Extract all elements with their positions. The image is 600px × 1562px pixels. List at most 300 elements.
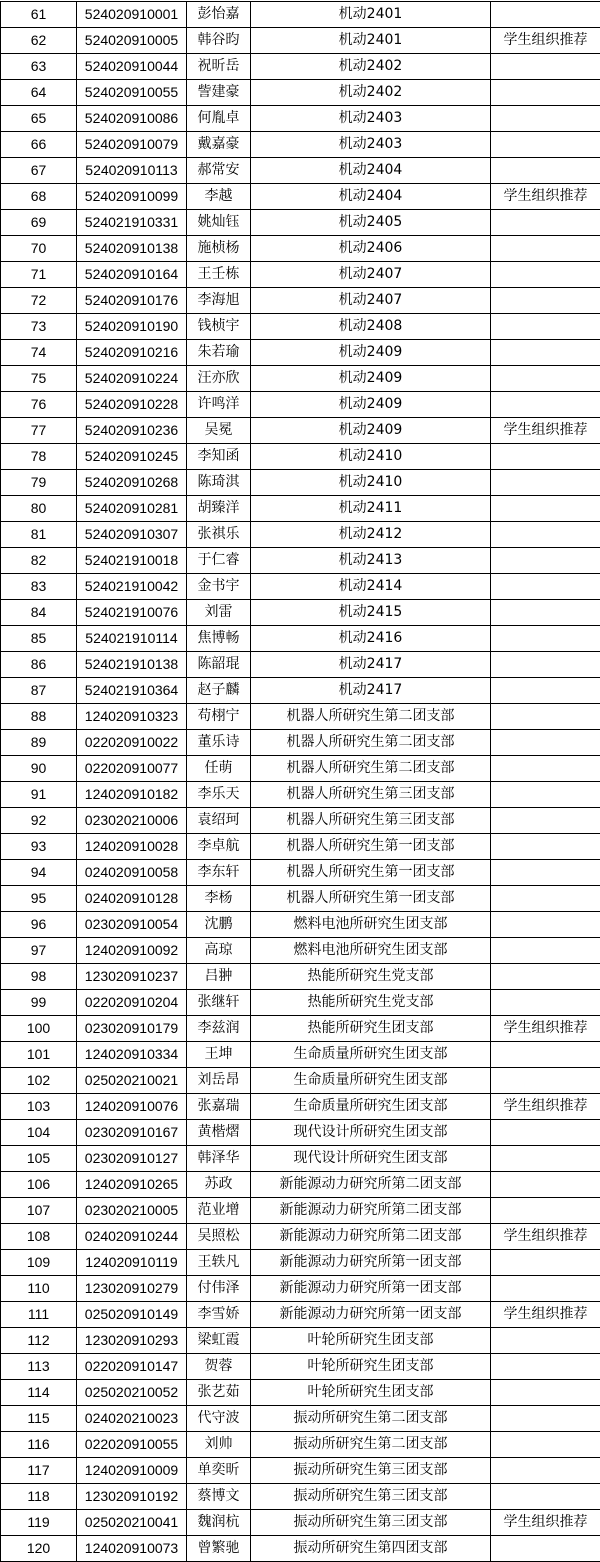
class-branch-cell: 机动2413 [251, 548, 491, 574]
row-number-cell: 80 [1, 496, 77, 522]
remark-cell [491, 132, 600, 158]
row-number-cell: 102 [1, 1068, 77, 1094]
student-id-cell: 022020910204 [77, 990, 187, 1016]
remark-cell [491, 1484, 600, 1510]
class-branch-cell: 机器人所研究生第一团支部 [251, 860, 491, 886]
table-row [1, 522, 600, 548]
class-branch-cell: 机动2403 [251, 132, 491, 158]
student-name-cell: 王轶凡 [187, 1250, 251, 1276]
remark-cell [491, 652, 600, 678]
student-name-cell: 汪亦欣 [187, 366, 251, 392]
class-branch-cell: 叶轮所研究生团支部 [251, 1380, 491, 1406]
student-name-cell: 何胤卓 [187, 106, 251, 132]
row-number-cell: 84 [1, 600, 77, 626]
class-branch-cell: 现代设计所研究生团支部 [251, 1120, 491, 1146]
student-name-cell: 苏政 [187, 1172, 251, 1198]
student-id-cell: 023020910054 [77, 912, 187, 938]
student-name-cell: 梁虹霞 [187, 1328, 251, 1354]
table-row [1, 574, 600, 600]
row-number-cell: 70 [1, 236, 77, 262]
table-row [1, 886, 600, 912]
class-branch-cell: 振动所研究生第三团支部 [251, 1510, 491, 1536]
row-number-cell: 87 [1, 678, 77, 704]
row-number-cell: 95 [1, 886, 77, 912]
table-row [1, 496, 600, 522]
table-row [1, 964, 600, 990]
remark-cell: 学生组织推荐 [491, 1302, 600, 1328]
remark-cell [491, 210, 600, 236]
row-number-cell: 64 [1, 80, 77, 106]
student-id-cell: 123020910279 [77, 1276, 187, 1302]
student-name-cell: 任萌 [187, 756, 251, 782]
student-name-cell: 张嘉瑞 [187, 1094, 251, 1120]
remark-cell [491, 54, 600, 80]
remark-cell [491, 860, 600, 886]
remark-cell: 学生组织推荐 [491, 1224, 600, 1250]
row-number-cell: 111 [1, 1302, 77, 1328]
student-id-cell: 524020910005 [77, 28, 187, 54]
student-id-cell: 524020910224 [77, 366, 187, 392]
student-id-cell: 022020910077 [77, 756, 187, 782]
class-branch-cell: 振动所研究生第三团支部 [251, 1484, 491, 1510]
class-branch-cell: 机器人所研究生第二团支部 [251, 756, 491, 782]
student-name-cell: 高琼 [187, 938, 251, 964]
table-row [1, 1250, 600, 1276]
class-branch-cell: 新能源动力研究所第二团支部 [251, 1172, 491, 1198]
remark-cell: 学生组织推荐 [491, 418, 600, 444]
table-row [1, 1354, 600, 1380]
student-name-cell: 姚灿钰 [187, 210, 251, 236]
class-branch-cell: 叶轮所研究生团支部 [251, 1354, 491, 1380]
row-number-cell: 79 [1, 470, 77, 496]
student-name-cell: 李雪娇 [187, 1302, 251, 1328]
student-name-cell: 彭怡嘉 [187, 2, 251, 28]
class-branch-cell: 机动2402 [251, 80, 491, 106]
table-row [1, 2, 600, 28]
table-row [1, 1120, 600, 1146]
student-id-cell: 524020910138 [77, 236, 187, 262]
class-branch-cell: 机动2414 [251, 574, 491, 600]
row-number-cell: 119 [1, 1510, 77, 1536]
remark-cell [491, 600, 600, 626]
student-id-cell: 124020910076 [77, 1094, 187, 1120]
table-row [1, 28, 600, 54]
student-id-cell: 524020910307 [77, 522, 187, 548]
table-row [1, 392, 600, 418]
table-row [1, 1458, 600, 1484]
table-row [1, 652, 600, 678]
class-branch-cell: 机动2410 [251, 470, 491, 496]
row-number-cell: 97 [1, 938, 77, 964]
row-number-cell: 62 [1, 28, 77, 54]
remark-cell: 学生组织推荐 [491, 1016, 600, 1042]
student-name-cell: 刘岳昂 [187, 1068, 251, 1094]
remark-cell [491, 470, 600, 496]
row-number-cell: 67 [1, 158, 77, 184]
student-id-cell: 023020910127 [77, 1146, 187, 1172]
remark-cell [491, 262, 600, 288]
table-row [1, 1380, 600, 1406]
class-branch-cell: 热能所研究生团支部 [251, 1016, 491, 1042]
row-number-cell: 110 [1, 1276, 77, 1302]
student-id-cell: 025020910149 [77, 1302, 187, 1328]
row-number-cell: 114 [1, 1380, 77, 1406]
remark-cell [491, 392, 600, 418]
table-row [1, 1484, 600, 1510]
row-number-cell: 77 [1, 418, 77, 444]
row-number-cell: 85 [1, 626, 77, 652]
class-branch-cell: 机动2409 [251, 392, 491, 418]
class-branch-cell: 振动所研究生第二团支部 [251, 1406, 491, 1432]
class-branch-cell: 机动2402 [251, 54, 491, 80]
student-id-cell: 024020910244 [77, 1224, 187, 1250]
student-name-cell: 吴照松 [187, 1224, 251, 1250]
class-branch-cell: 机动2405 [251, 210, 491, 236]
remark-cell [491, 444, 600, 470]
class-branch-cell: 振动所研究生第三团支部 [251, 1458, 491, 1484]
student-id-cell: 025020210041 [77, 1510, 187, 1536]
remark-cell [491, 678, 600, 704]
student-id-cell: 524020910281 [77, 496, 187, 522]
student-name-cell: 张艺茹 [187, 1380, 251, 1406]
row-number-cell: 66 [1, 132, 77, 158]
class-branch-cell: 机动2404 [251, 158, 491, 184]
student-id-cell: 024020910128 [77, 886, 187, 912]
student-id-cell: 124020910028 [77, 834, 187, 860]
student-name-cell: 张继轩 [187, 990, 251, 1016]
student-id-cell: 024020210023 [77, 1406, 187, 1432]
student-name-cell: 韩泽华 [187, 1146, 251, 1172]
class-branch-cell: 机动2410 [251, 444, 491, 470]
class-branch-cell: 新能源动力研究所第一团支部 [251, 1276, 491, 1302]
class-branch-cell: 机动2407 [251, 262, 491, 288]
student-name-cell: 朱若瑜 [187, 340, 251, 366]
student-name-cell: 王壬栋 [187, 262, 251, 288]
remark-cell [491, 704, 600, 730]
row-number-cell: 101 [1, 1042, 77, 1068]
remark-cell [491, 626, 600, 652]
table-row [1, 1094, 600, 1120]
student-id-cell: 124020910182 [77, 782, 187, 808]
row-number-cell: 76 [1, 392, 77, 418]
student-name-cell: 李兹润 [187, 1016, 251, 1042]
remark-cell [491, 808, 600, 834]
student-id-cell: 524020910176 [77, 288, 187, 314]
student-id-cell: 524020910190 [77, 314, 187, 340]
student-name-cell: 李越 [187, 184, 251, 210]
remark-cell [491, 1042, 600, 1068]
row-number-cell: 93 [1, 834, 77, 860]
row-number-cell: 81 [1, 522, 77, 548]
row-number-cell: 117 [1, 1458, 77, 1484]
table-row [1, 704, 600, 730]
table-row [1, 1276, 600, 1302]
row-number-cell: 106 [1, 1172, 77, 1198]
class-branch-cell: 机动2403 [251, 106, 491, 132]
remark-cell [491, 574, 600, 600]
class-branch-cell: 机动2415 [251, 600, 491, 626]
student-name-cell: 陈琦淇 [187, 470, 251, 496]
student-id-cell: 025020210021 [77, 1068, 187, 1094]
table-row [1, 548, 600, 574]
student-name-cell: 贺蓉 [187, 1354, 251, 1380]
remark-cell [491, 1172, 600, 1198]
class-branch-cell: 机动2401 [251, 2, 491, 28]
student-id-cell: 524020910086 [77, 106, 187, 132]
student-name-cell: 付伟泽 [187, 1276, 251, 1302]
roster-table [0, 1, 600, 1562]
row-number-cell: 78 [1, 444, 77, 470]
table-row [1, 444, 600, 470]
row-number-cell: 74 [1, 340, 77, 366]
row-number-cell: 61 [1, 2, 77, 28]
student-name-cell: 张祺乐 [187, 522, 251, 548]
student-name-cell: 吕翀 [187, 964, 251, 990]
student-name-cell: 刘雷 [187, 600, 251, 626]
table-row [1, 1536, 600, 1562]
student-name-cell: 吴冕 [187, 418, 251, 444]
row-number-cell: 89 [1, 730, 77, 756]
row-number-cell: 63 [1, 54, 77, 80]
class-branch-cell: 机动2408 [251, 314, 491, 340]
table-row [1, 158, 600, 184]
student-name-cell: 董乐诗 [187, 730, 251, 756]
table-row [1, 1328, 600, 1354]
table-row [1, 1224, 600, 1250]
row-number-cell: 68 [1, 184, 77, 210]
row-number-cell: 69 [1, 210, 77, 236]
remark-cell [491, 80, 600, 106]
remark-cell [491, 886, 600, 912]
class-branch-cell: 机动2417 [251, 678, 491, 704]
row-number-cell: 82 [1, 548, 77, 574]
class-branch-cell: 机动2409 [251, 418, 491, 444]
class-branch-cell: 机器人所研究生第二团支部 [251, 704, 491, 730]
student-name-cell: 陈韶琨 [187, 652, 251, 678]
table-row [1, 626, 600, 652]
class-branch-cell: 生命质量所研究生团支部 [251, 1042, 491, 1068]
table-row [1, 80, 600, 106]
table-row [1, 1042, 600, 1068]
student-id-cell: 524020910228 [77, 392, 187, 418]
student-id-cell: 124020910092 [77, 938, 187, 964]
student-name-cell: 韩谷昀 [187, 28, 251, 54]
class-branch-cell: 机器人所研究生第三团支部 [251, 782, 491, 808]
row-number-cell: 86 [1, 652, 77, 678]
student-name-cell: 代守波 [187, 1406, 251, 1432]
class-branch-cell: 机动2409 [251, 340, 491, 366]
remark-cell [491, 964, 600, 990]
student-id-cell: 024020910058 [77, 860, 187, 886]
remark-cell [491, 548, 600, 574]
student-name-cell: 魏润杭 [187, 1510, 251, 1536]
student-id-cell: 022020910022 [77, 730, 187, 756]
row-number-cell: 88 [1, 704, 77, 730]
student-id-cell: 524020910113 [77, 158, 187, 184]
row-number-cell: 105 [1, 1146, 77, 1172]
table-row [1, 1146, 600, 1172]
remark-cell [491, 730, 600, 756]
table-row [1, 912, 600, 938]
table-row [1, 1016, 600, 1042]
class-branch-cell: 生命质量所研究生团支部 [251, 1068, 491, 1094]
row-number-cell: 83 [1, 574, 77, 600]
student-id-cell: 524021910331 [77, 210, 187, 236]
table-row [1, 834, 600, 860]
row-number-cell: 73 [1, 314, 77, 340]
student-name-cell: 于仁睿 [187, 548, 251, 574]
remark-cell [491, 496, 600, 522]
remark-cell [491, 1406, 600, 1432]
remark-cell: 学生组织推荐 [491, 184, 600, 210]
student-id-cell: 124020910009 [77, 1458, 187, 1484]
table-row [1, 314, 600, 340]
remark-cell [491, 288, 600, 314]
table-row [1, 1510, 600, 1536]
class-branch-cell: 机器人所研究生第二团支部 [251, 730, 491, 756]
class-branch-cell: 机器人所研究生第一团支部 [251, 834, 491, 860]
class-branch-cell: 机动2416 [251, 626, 491, 652]
class-branch-cell: 振动所研究生第二团支部 [251, 1432, 491, 1458]
remark-cell [491, 1328, 600, 1354]
student-id-cell: 023020910179 [77, 1016, 187, 1042]
class-branch-cell: 振动所研究生第四团支部 [251, 1536, 491, 1562]
student-id-cell: 524020910099 [77, 184, 187, 210]
student-id-cell: 124020910119 [77, 1250, 187, 1276]
row-number-cell: 109 [1, 1250, 77, 1276]
remark-cell [491, 1458, 600, 1484]
table-row [1, 418, 600, 444]
table-row [1, 54, 600, 80]
remark-cell [491, 1146, 600, 1172]
remark-cell [491, 366, 600, 392]
row-number-cell: 103 [1, 1094, 77, 1120]
row-number-cell: 90 [1, 756, 77, 782]
remark-cell [491, 1120, 600, 1146]
table-row [1, 132, 600, 158]
table-row [1, 808, 600, 834]
remark-cell [491, 106, 600, 132]
row-number-cell: 107 [1, 1198, 77, 1224]
class-branch-cell: 现代设计所研究生团支部 [251, 1146, 491, 1172]
row-number-cell: 104 [1, 1120, 77, 1146]
remark-cell [491, 834, 600, 860]
class-branch-cell: 燃料电池所研究生团支部 [251, 912, 491, 938]
student-name-cell: 单奕昕 [187, 1458, 251, 1484]
class-branch-cell: 燃料电池所研究生团支部 [251, 938, 491, 964]
table-row [1, 860, 600, 886]
table-row [1, 990, 600, 1016]
remark-cell [491, 1276, 600, 1302]
student-name-cell: 范业增 [187, 1198, 251, 1224]
student-id-cell: 022020910055 [77, 1432, 187, 1458]
student-id-cell: 524020910079 [77, 132, 187, 158]
student-name-cell: 戴嘉豪 [187, 132, 251, 158]
student-id-cell: 123020910237 [77, 964, 187, 990]
table-row [1, 106, 600, 132]
student-id-cell: 524020910268 [77, 470, 187, 496]
student-id-cell: 524021910138 [77, 652, 187, 678]
roster-body [1, 2, 600, 1562]
class-branch-cell: 热能所研究生党支部 [251, 990, 491, 1016]
student-name-cell: 李海旭 [187, 288, 251, 314]
remark-cell [491, 1068, 600, 1094]
student-name-cell: 李杨 [187, 886, 251, 912]
table-row [1, 470, 600, 496]
table-row [1, 236, 600, 262]
student-name-cell: 郝常安 [187, 158, 251, 184]
student-name-cell: 李乐天 [187, 782, 251, 808]
table-row [1, 1172, 600, 1198]
remark-cell [491, 314, 600, 340]
table-row [1, 210, 600, 236]
row-number-cell: 108 [1, 1224, 77, 1250]
remark-cell [491, 1432, 600, 1458]
student-id-cell: 524020910216 [77, 340, 187, 366]
row-number-cell: 75 [1, 366, 77, 392]
table-row [1, 1302, 600, 1328]
remark-cell [491, 1198, 600, 1224]
remark-cell [491, 912, 600, 938]
student-id-cell: 123020910192 [77, 1484, 187, 1510]
student-name-cell: 李东轩 [187, 860, 251, 886]
remark-cell [491, 1536, 600, 1562]
table-row [1, 262, 600, 288]
class-branch-cell: 热能所研究生党支部 [251, 964, 491, 990]
remark-cell [491, 782, 600, 808]
student-name-cell: 王坤 [187, 1042, 251, 1068]
student-id-cell: 524020910245 [77, 444, 187, 470]
row-number-cell: 91 [1, 782, 77, 808]
remark-cell [491, 158, 600, 184]
remark-cell [491, 340, 600, 366]
table-row [1, 1198, 600, 1224]
remark-cell [491, 236, 600, 262]
class-branch-cell: 机器人所研究生第三团支部 [251, 808, 491, 834]
remark-cell: 学生组织推荐 [491, 1510, 600, 1536]
student-name-cell: 袁绍珂 [187, 808, 251, 834]
student-id-cell: 023020910167 [77, 1120, 187, 1146]
student-name-cell: 李知函 [187, 444, 251, 470]
table-row [1, 782, 600, 808]
row-number-cell: 71 [1, 262, 77, 288]
student-id-cell: 524021910114 [77, 626, 187, 652]
student-id-cell: 524020910055 [77, 80, 187, 106]
row-number-cell: 113 [1, 1354, 77, 1380]
class-branch-cell: 新能源动力研究所第二团支部 [251, 1224, 491, 1250]
student-name-cell: 蔡博文 [187, 1484, 251, 1510]
student-id-cell: 524020910001 [77, 2, 187, 28]
row-number-cell: 65 [1, 106, 77, 132]
student-id-cell: 124020910073 [77, 1536, 187, 1562]
remark-cell [491, 1380, 600, 1406]
class-branch-cell: 机动2417 [251, 652, 491, 678]
table-row [1, 600, 600, 626]
table-row [1, 184, 600, 210]
student-name-cell: 曾繁驰 [187, 1536, 251, 1562]
student-id-cell: 022020910147 [77, 1354, 187, 1380]
class-branch-cell: 机动2411 [251, 496, 491, 522]
row-number-cell: 116 [1, 1432, 77, 1458]
student-name-cell: 沈鹏 [187, 912, 251, 938]
student-name-cell: 赵子麟 [187, 678, 251, 704]
student-name-cell: 施桢杨 [187, 236, 251, 262]
remark-cell [491, 756, 600, 782]
row-number-cell: 100 [1, 1016, 77, 1042]
table-row [1, 938, 600, 964]
student-id-cell: 524020910236 [77, 418, 187, 444]
class-branch-cell: 机动2412 [251, 522, 491, 548]
